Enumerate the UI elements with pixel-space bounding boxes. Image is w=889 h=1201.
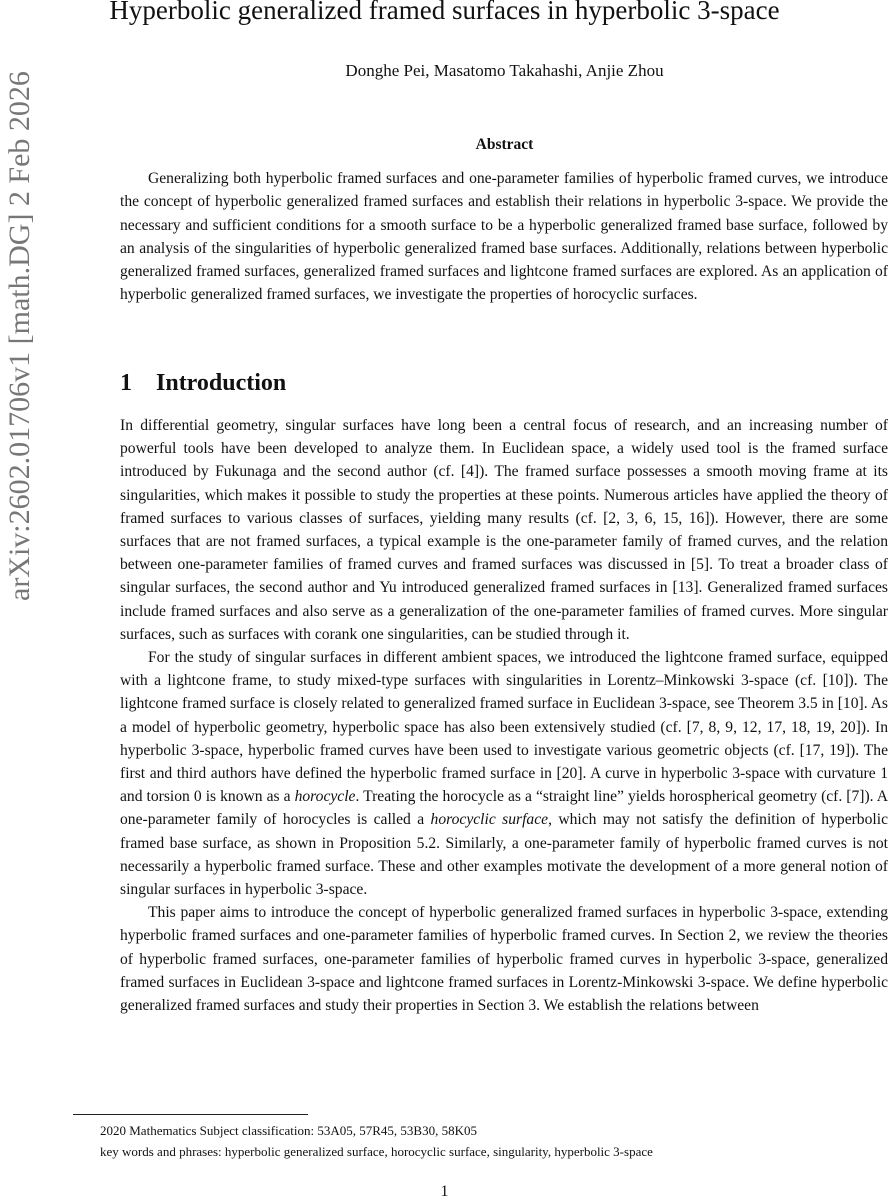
- arxiv-stamp: [0, 71, 40, 601]
- paragraph-text: . Treating the horocycle as a “straight line” yields horospherical geometry (cf. [7]). A one-parameter family of horocycles is called a: [120, 788, 888, 829]
- paragraph: This paper aims to introduce the concept of hyperbolic generalized framed surfaces in hyperbolic 3-space, extending hyperbolic framed surfaces and one-parameter families of hyperbolic framed curves. In Section 2, we review the theories of hyperbolic framed surfaces, one-parameter families of hyperbolic framed curves in hyperbolic 3-space, generalized framed surfaces in Euclidean 3-space and lightcone framed surfaces in Lorentz-Minkowski 3-space. We define hyperbolic generalized framed surfaces and study their properties in Section 3. We establish the relations between: [120, 904, 888, 1015]
- footnote-msc: 2020 Mathematics Subject classification: 53A05, 57R45, 53B30, 58K05: [100, 1123, 477, 1138]
- section-number: 1: [120, 370, 132, 396]
- paragraph: [120, 646, 888, 901]
- footnotes: [100, 1120, 880, 1162]
- footnote-divider: [73, 1114, 308, 1115]
- paragraph: In differential geometry, singular surfaces have long been a central focus of research, and an increasing number of powerful tools have been developed to analyze them. In Euclidean space, a widely used tool is the framed surface introduced by Fukunaga and the second author (cf. [4]). The framed surface possesses a smooth moving frame at its singularities, which makes it possible to study the properties at these points. Numerous articles have applied the theory of framed surfaces to various classes of surfaces, yielding many results (cf. [2, 3, 6, 15, 16]). However, there are some surfaces that are not framed surfaces, a typical example is the one-parameter family of framed curves, and the relation between one-parameter families of framed curves and framed surfaces was discussed in [5]. To treat a broader class of singular surfaces, the second author and Yu introduced generalized framed surfaces in [13]. Generalized framed surfaces include framed surfaces and also serve as a generalization of the one-parameter families of framed curves. More singular surfaces, such as surfaces with corank one singularities, can be studied through it.: [120, 417, 888, 643]
- introduction-body: [120, 414, 888, 1017]
- author-list: Donghe Pei, Masatomo Takahashi, Anjie Zhou: [345, 61, 664, 80]
- page-number: 1: [440, 1183, 449, 1200]
- paragraph-text: For the study of singular surfaces in different ambient spaces, we introduced the lightcone framed surface, equipped with a lightcone frame, to study mixed-type surfaces with singularities in Lorentz–Minkowski 3-space (cf. [10]). The lightcone framed surface is closely related to generalized framed surface in Euclidean 3-space, see Theorem 3.5 in [10]. As a model of hyperbolic geometry, hyperbolic space has also been extensively studied (cf. [7, 8, 9, 12, 17, 18, 19, 20]). In hyperbolic 3-space, hyperbolic framed curves have been used to investigate various geometric objects (cf. [17, 19]). The first and third authors have defined the hyperbolic framed surface in [20]. A curve in hyperbolic 3-space with curvature 1 and torsion 0 is known as a: [120, 649, 888, 806]
- abstract-heading: Abstract: [475, 136, 534, 153]
- paragraph-text: , which may not satisfy the definition of hyperbolic framed base surface, as shown in Proposition 5.2. Similarly, a one-parameter family of hyperbolic framed curves is not necessarily a hyperbolic framed surface. These and other examples motivate the development of a more general notion of singular surfaces in hyperbolic 3-space.: [120, 811, 888, 899]
- section-title: Introduction: [156, 370, 287, 396]
- arxiv-identifier[interactable]: arXiv:2602.01706v1 [math.DG] 2 Feb 2026: [3, 71, 36, 601]
- emphasized-term: horocycle: [294, 788, 356, 806]
- footnote-keywords: key words and phrases: hyperbolic generalized surface, horocyclic surface, singularity, hyperbolic 3-space: [100, 1144, 653, 1159]
- abstract-body: Generalizing both hyperbolic framed surfaces and one-parameter families of hyperbolic framed curves, we introduce the concept of hyperbolic generalized framed surfaces and establish their relations in hyperbolic 3-space. We provide the necessary and sufficient conditions for a smooth surface to be a hyperbolic generalized framed base surface, followed by an analysis of the singularities of hyperbolic generalized framed base surfaces. Additionally, relations between hyperbolic generalized framed surfaces, generalized framed surfaces and lightcone framed surfaces are explored. As an application of hyperbolic generalized framed surfaces, we investigate the properties of horocyclic surfaces.: [120, 170, 888, 304]
- emphasized-term: horocyclic surface: [430, 811, 549, 829]
- paper-title: Hyperbolic generalized framed surfaces in hyperbolic 3-space: [109, 0, 780, 25]
- section-heading-introduction: [120, 370, 286, 397]
